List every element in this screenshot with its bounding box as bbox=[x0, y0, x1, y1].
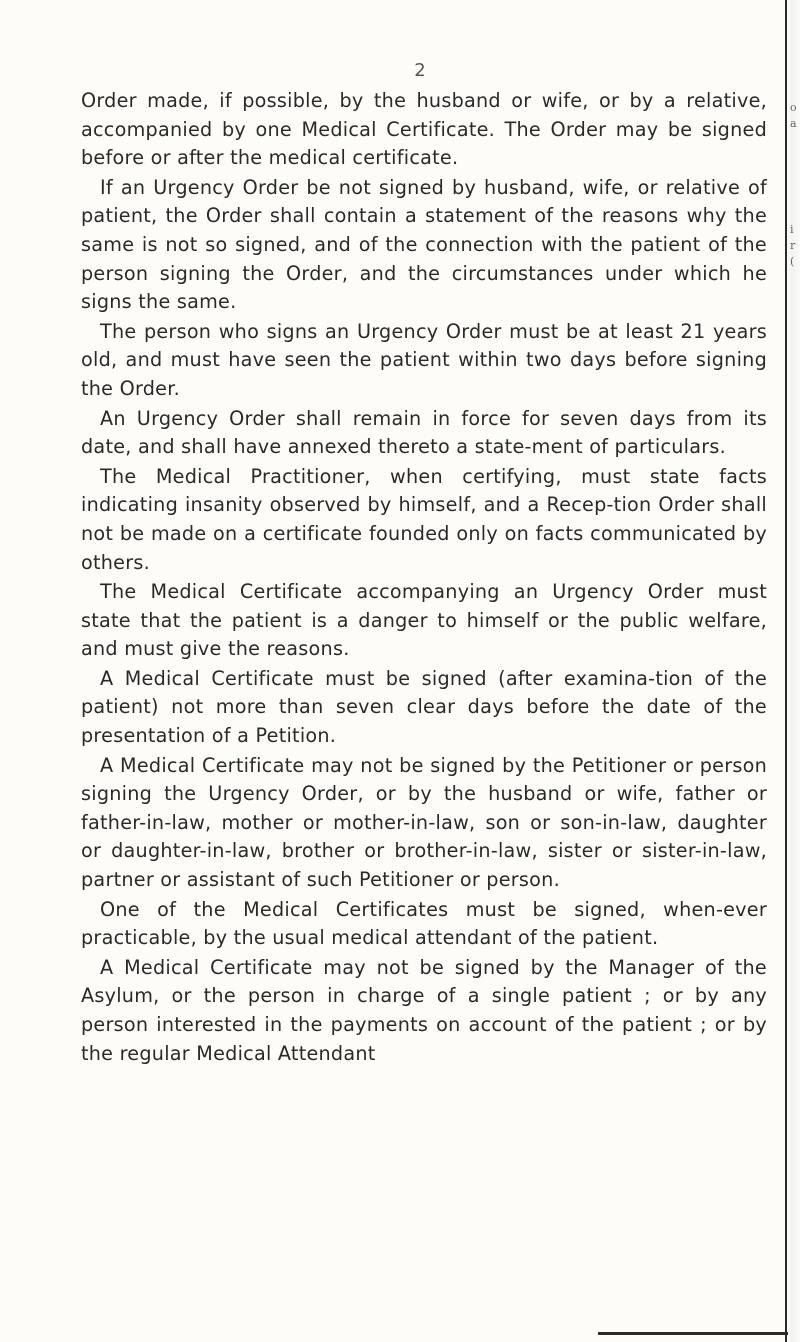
page-number: 2 bbox=[414, 60, 426, 81]
paragraph-certificate-danger: The Medical Certificate accompanying an Urgency Order must state that the patient is a danger to himself or the public welfare, and must give the reasons. bbox=[81, 580, 767, 661]
paragraph-signer-age: The person who signs an Urgency Order must be at least 21 years old, and must have seen the patient within two days before signing the Order. bbox=[81, 319, 767, 400]
paragraph-certificate-timing: A Medical Certificate must be signed (after examina-tion of the patient) not more than seven clear days before the date of the presentation of a Petition. bbox=[81, 666, 767, 748]
paragraph-asylum-manager: A Medical Certificate may not be signed by the Manager of the Asylum, or the person in charge of a single patient ; or by any person interested in the payments on account of the patient ; or by the regular Medical Attendant bbox=[81, 955, 767, 1065]
bottom-page-edge bbox=[598, 1332, 788, 1335]
edge-fragment: a bbox=[790, 117, 797, 130]
edge-fragment: i bbox=[790, 223, 794, 236]
page-spine-line bbox=[785, 0, 787, 1342]
paragraph-order-duration: An Urgency Order shall remain in force for seven days from its date, and shall have annexed thereto a state-ment of particulars. bbox=[81, 406, 767, 459]
edge-fragment: o bbox=[790, 101, 797, 114]
paragraph-practitioner-facts: The Medical Practitioner, when certifying, must state facts indicating insanity observed by himself, and a Recep-tion Order shall not be made on a certificate founded only on facts communicated by others. bbox=[81, 464, 767, 574]
paragraph-usual-attendant: One of the Medical Certificates must be signed, when-ever practicable, by the usual medical attendant of the patient. bbox=[81, 897, 767, 950]
paragraph-certificate-relatives: A Medical Certificate may not be signed by the Petitioner or person signing the Urgency Order, or by the husband or wife, father or father-in-law, mother or mother-in-law, son or son-in-law, daughter or daughter-in-law, brother or brother-in-law, sister or sister-in-law, partner or assistant of such Petitioner or person. bbox=[81, 753, 767, 892]
body-text bbox=[81, 87, 767, 1068]
paragraph-urgency-order-unsigned: If an Urgency Order be not signed by husband, wife, or relative of patient, the Order shall contain a statement of the reasons why the same is not so signed, and of the connection with the patient of the person signing the Order, and the circumstances under which he signs the same. bbox=[81, 175, 767, 314]
paragraph-order-made: Order made, if possible, by the husband or wife, or by a relative, accompanied by one Medical Certificate. The Order may be signed before or after the medical certificate. bbox=[81, 89, 767, 170]
adjacent-page-fragments bbox=[790, 100, 800, 270]
edge-fragment: r bbox=[790, 239, 796, 252]
edge-fragment: ( bbox=[790, 255, 795, 268]
